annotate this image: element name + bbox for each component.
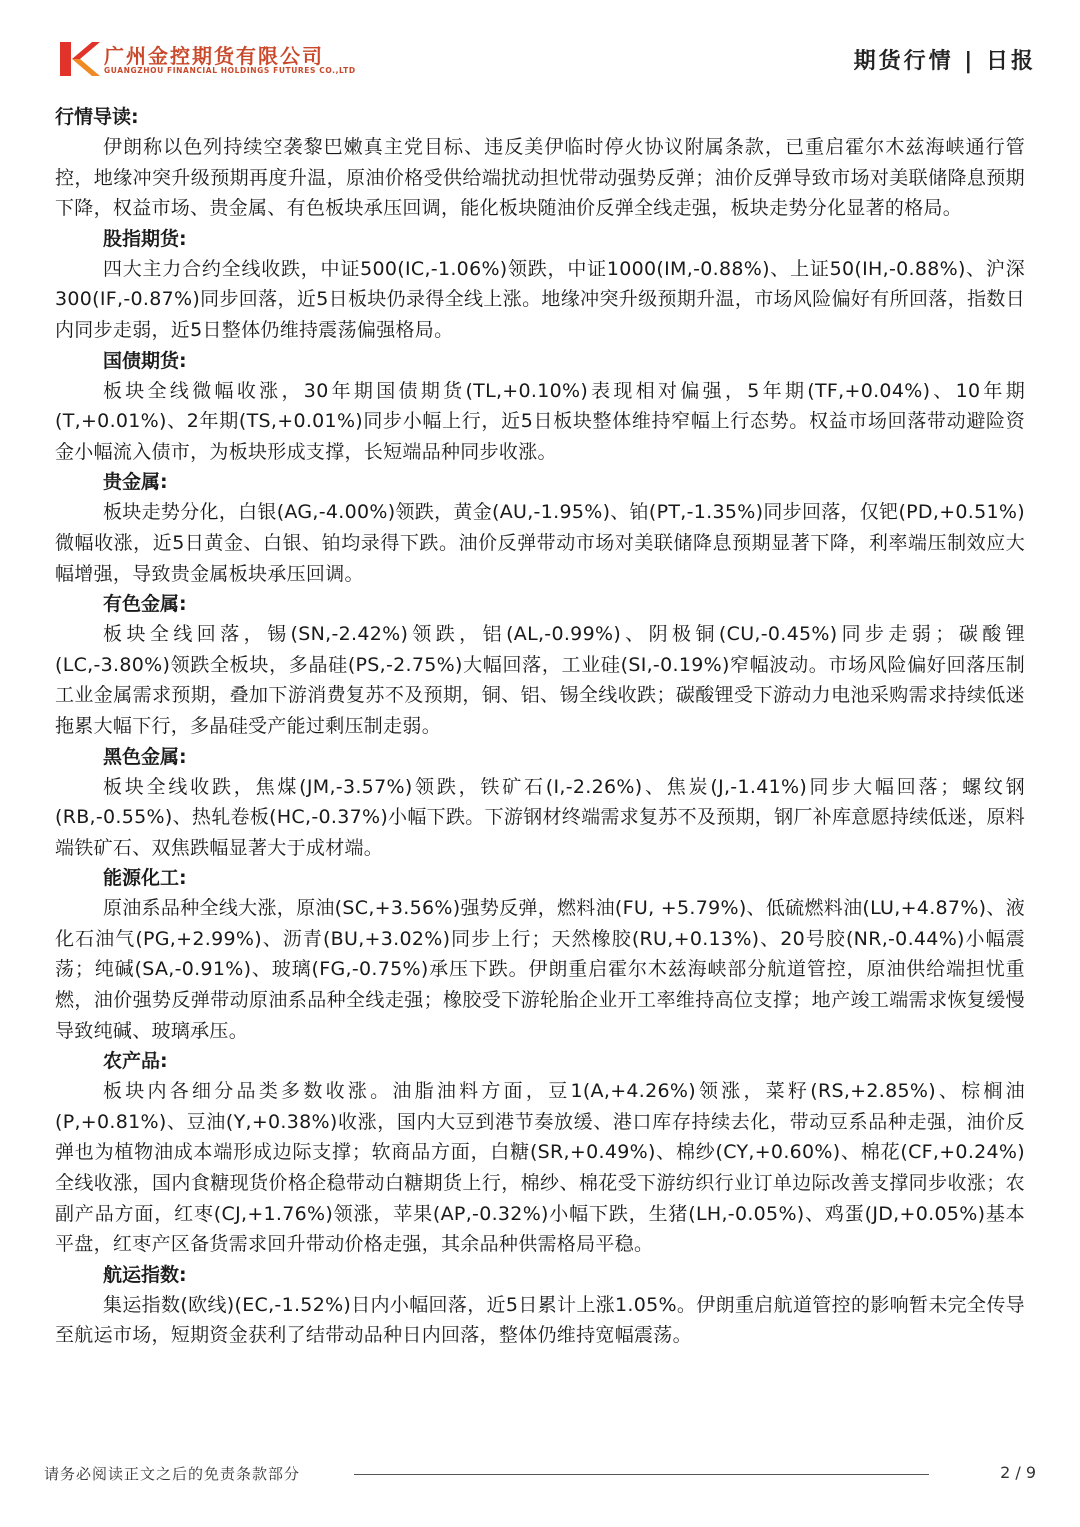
section-title-treasury: 国债期货: (103, 349, 187, 372)
page-header (0, 0, 1080, 100)
section-text-nonferrous: 板块全线回落，锡(SN,-2.42%)领跌，铝(AL,-0.99%)、阴极铜(CU,-0.45%)同步走弱；碳酸锂(LC,-3.80%)领跌全板块，多晶硅(PS,-2.75%)大幅回落，工业硅(SI,-0.19%)窄幅波动。市场风险偏好回落压制工业金属需求预期，叠加下游消费复苏不及预期，铜、铝、锡全线收跌；碳酸锂受下游动力电池采购需求持续低迷拖累大幅下行，多晶硅受产能过剩压制走弱。 (55, 623, 1025, 737)
section-text-stock-index: 四大主力合约全线收跌，中证500(IC,-1.06%)领跌，中证1000(IM,-0.88%)、上证50(IH,-0.88%)、沪深300(IF,-0.87%)同步回落，近5日板块仍录得全线上涨。地缘冲突升级预期升温，市场风险偏好有所回落，指数日内同步走弱，近5日整体仍维持震荡偏强格局。 (55, 257, 1025, 341)
section-text-shipping: 集运指数(欧线)(EC,-1.52%)日内小幅回落，近5日累计上涨1.05%。伊朗重启航道管控的影响暂未完全传导至航运市场，短期资金获利了结带动品种日内回落，整体仍维持宽幅震荡。 (55, 1293, 1025, 1347)
company-name-en: GUANGZHOU FINANCIAL HOLDINGS FUTURES CO.,LTD (104, 66, 356, 75)
company-name-cn: 广州金控期货有限公司 (104, 44, 324, 68)
report-body (55, 102, 1025, 1351)
disclaimer-note: 请务必阅读正文之后的免责条款部分 (44, 1465, 301, 1483)
section-title-ferrous: 黑色金属: (103, 745, 187, 768)
section-title-precious-metals: 贵金属: (103, 471, 168, 494)
section-text-agriculture: 板块内各细分品类多数收涨。油脂油料方面，豆1(A,+4.26%)领涨，菜籽(RS,+2.85%)、棕榈油(P,+0.81%)、豆油(Y,+0.38%)收涨，国内大豆到港节奏放缓、港口库存持续去化，带动豆系品种走强，油价反弹也为植物油成本端形成边际支撑；软商品方面，白糖(SR,+0.49%)、棉纱(CY,+0.60%)、棉花(CF,+0.24%)全线收涨，国内食糖现货价格企稳带动白糖期货上行，棉纱、棉花受下游纺织行业订单边际改善支撑同步收涨；农副产品方面，红枣(CJ,+1.76%)领涨，苹果(AP,-0.32%)小幅下跌，生猪(LH,-0.05%)、鸡蛋(JD,+0.05%)基本平盘，红枣产区备货需求回升带动价格走强，其余品种供需格局平稳。 (55, 1080, 1025, 1256)
section-title-shipping: 航运指数: (103, 1263, 187, 1286)
footer-divider (354, 1474, 929, 1475)
section-title-stock-index: 股指期货: (103, 227, 187, 250)
section-text-ferrous: 板块全线收跌，焦煤(JM,-3.57%)领跌，铁矿石(I,-2.26%)、焦炭(J,-1.41%)同步大幅回落；螺纹钢(RB,-0.55%)、热轧卷板(HC,-0.37%)小幅下跌。下游钢材终端需求复苏不及预期，钢厂补库意愿持续低迷，原料端铁矿石、双焦跌幅显著大于成材端。 (55, 775, 1025, 859)
page-footer (44, 1463, 1036, 1487)
section-text-precious-metals: 板块走势分化，白银(AG,-4.00%)领跌，黄金(AU,-1.95%)、铂(PT,-1.35%)同步回落，仅钯(PD,+0.51%)微幅收涨，近5日黄金、白银、铂均录得下跌。油价反弹带动市场对美联储降息预期显著下降，利率端压制效应大幅增强，导致贵金属板块承压回调。 (55, 501, 1025, 585)
intro-text: 伊朗称以色列持续空袭黎巴嫩真主党目标、违反美伊临时停火协议附属条款，已重启霍尔木兹海峡通行管控，地缘冲突升级预期再度升温，原油价格受供给端扰动担忧带动强势反弹；油价反弹导致市场对美联储降息预期下降，权益市场、贵金属、有色板块承压回调，能化板块随油价反弹全线走强，板块走势分化显著的格局。 (55, 136, 1025, 220)
page-number: 2 / 9 (1000, 1463, 1036, 1482)
section-title-energy-chem: 能源化工: (103, 867, 187, 890)
section-title-agriculture: 农产品: (103, 1050, 168, 1073)
section-text-energy-chem: 原油系品种全线大涨，原油(SC,+3.56%)强势反弹，燃料油(FU, +5.79%)、低硫燃料油(LU,+4.87%)、液化石油气(PG,+2.99%)、沥青(BU,+3.02%)同步上行；天然橡胶(RU,+0.13%)、20号胶(NR,-0.44%)小幅震荡；纯碱(SA,-0.91%)、玻璃(FG,-0.75%)承压下跌。伊朗重启霍尔木兹海峡部分航道管控，原油供给端担忧重燃，油价强势反弹带动原油系品种全线走强；橡胶受下游轮胎企业开工率维持高位支撑；地产竣工端需求恢复缓慢导致纯碱、玻璃承压。 (55, 897, 1025, 1042)
report-type: 期货行情 | 日报 (853, 49, 1036, 74)
section-title-nonferrous: 有色金属: (103, 593, 187, 616)
k-logo-icon (58, 40, 100, 78)
intro-title: 行情导读: (55, 106, 139, 128)
section-text-treasury: 板块全线微幅收涨，30年期国债期货(TL,+0.10%)表现相对偏强，5年期(TF,+0.04%)、10年期(T,+0.01%)、2年期(TS,+0.01%)同步小幅上行，近5日板块整体维持窄幅上行态势。权益市场回落带动避险资金小幅流入债市，为板块形成支撑，长短端品种同步收涨。 (55, 379, 1025, 463)
